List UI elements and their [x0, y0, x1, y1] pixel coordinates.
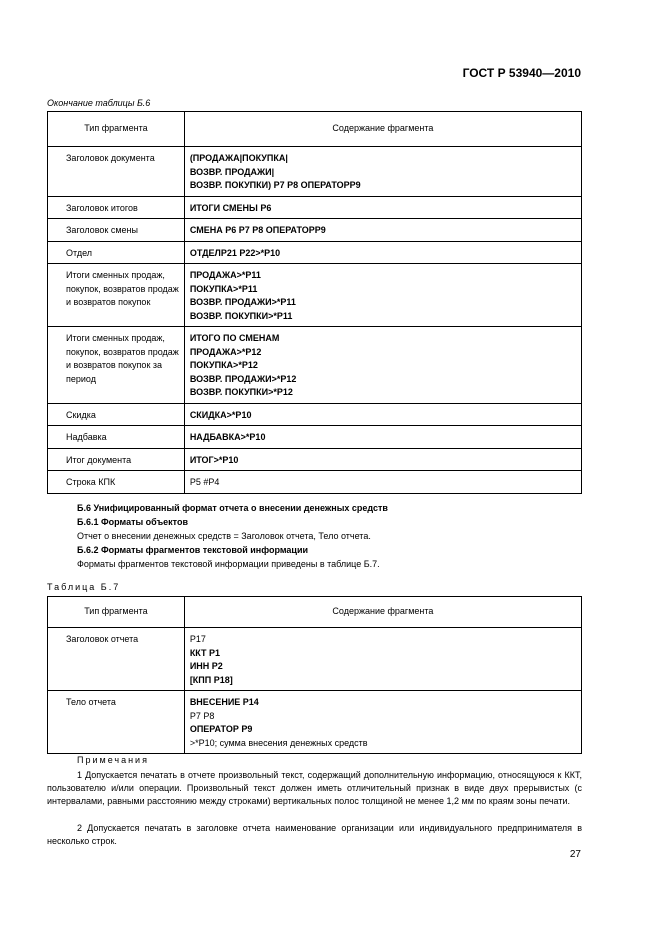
- table-row: [48, 241, 582, 264]
- fragment-type: Строка КПК: [48, 471, 185, 494]
- fragment-type: Итоги сменных продаж, покупок, возвратов продаж и возвратов покупок: [48, 264, 185, 327]
- fragment-type: Заголовок документа: [48, 147, 185, 197]
- content-line: >*P10; сумма внесения денежных средств: [189, 737, 368, 748]
- table-row: [48, 196, 582, 219]
- standard-number: ГОСТ Р 53940—2010: [462, 66, 581, 80]
- content-line: ИТОГИ СМЕНЫ P6: [189, 202, 272, 213]
- table-b6: [47, 111, 582, 494]
- content-line: НАДБАВКА>*P10: [189, 432, 266, 442]
- content-line: ККТ P1: [189, 647, 221, 658]
- fragment-type: Заголовок итогов: [48, 196, 185, 219]
- fragment-type: Заголовок отчета: [48, 628, 185, 691]
- content-line: ПРОДАЖА>*P12: [189, 346, 262, 357]
- table-row: [48, 147, 582, 197]
- fragment-type: Заголовок смены: [48, 219, 185, 242]
- content-line: ВОЗВР. ПРОДАЖИ>*P12: [189, 373, 297, 384]
- fragment-type: Надбавка: [48, 426, 185, 449]
- table-b6-header-content: Содержание фрагмента: [184, 112, 581, 147]
- fragment-content: [184, 448, 581, 471]
- content-line: ИТОГ>*P10: [189, 454, 239, 465]
- table-b7-header-content: Содержание фрагмента: [184, 597, 581, 628]
- table-row: [48, 628, 582, 691]
- fragment-content: [184, 241, 581, 264]
- notes-title: Примечания: [77, 755, 149, 765]
- fragment-content: [184, 471, 581, 494]
- content-line: ОПЕРАТОР P9: [189, 724, 253, 734]
- note-1: 1 Допускается печатать в отчете произвольный текст, содержащий дополнительную информацию, относящуюся к ККТ, пользователю и/или операции. Произвольный текст должен иметь отличительный признак в виде двух прерывистых (с интервалами, равными расстоянию между строками) вертикальных полос толщиной не менее 1,2 мм по краям зоны печати.: [47, 770, 582, 806]
- fragment-type: Итоги сменных продаж, покупок, возвратов продаж и возвратов покупок за период: [48, 327, 185, 404]
- table-row: [48, 327, 582, 404]
- content-line: P17: [189, 634, 206, 644]
- content-line: P5 #P4: [189, 477, 220, 487]
- fragment-type: Тело отчета: [48, 691, 185, 754]
- content-line: [КПП P18]: [189, 674, 233, 685]
- table-b6-header-type: Тип фрагмента: [48, 112, 185, 147]
- content-line: ПОКУПКА>*P11: [189, 283, 258, 294]
- table-row: [48, 471, 582, 494]
- table-b7-header-type: Тип фрагмента: [48, 597, 185, 628]
- subsection-heading: Б.6.1 Форматы объектов: [77, 517, 189, 527]
- content-line: ВОЗВР. ПРОДАЖИ|: [189, 166, 275, 177]
- subsection-text: Форматы фрагментов текстовой информации приведены в таблице Б.7.: [77, 559, 380, 569]
- fragment-type: Скидка: [48, 403, 185, 426]
- content-line: ИНН P2: [189, 661, 223, 671]
- fragment-type: Отдел: [48, 241, 185, 264]
- content-line: ВОЗВР. ПРОДАЖИ>*P11: [189, 297, 296, 307]
- content-line: ВОЗВР. ПОКУПКИ>*P12: [189, 387, 293, 397]
- content-line: ВОЗВР. ПОКУПКИ>*P11: [189, 310, 293, 321]
- content-line: (ПРОДАЖА|ПОКУПКА|: [189, 153, 288, 163]
- content-line: ПОКУПКА>*P12: [189, 360, 258, 370]
- content-line: СКИДКА>*P10: [189, 409, 252, 420]
- note-2: 2 Допускается печатать в заголовке отчета наименование организации или индивидуального предпринимателя в несколько строк.: [47, 823, 582, 846]
- fragment-content: [184, 327, 581, 404]
- fragment-content: [184, 219, 581, 242]
- content-line: ОТДЕЛP21 P22>*P10: [189, 247, 281, 258]
- content-line: ВНЕСЕНИЕ P14: [189, 697, 259, 707]
- content-line: ВОЗВР. ПОКУПКИ) P7 P8 ОПЕРАТОРP9: [189, 180, 361, 190]
- content-line: P7 P8: [189, 710, 215, 721]
- subsection-text: Отчет о внесении денежных средств = Заголовок отчета, Тело отчета.: [77, 531, 371, 541]
- table-b6-caption: Окончание таблицы Б.6: [47, 98, 151, 108]
- page-number: 27: [569, 849, 581, 860]
- section-heading: Б.6 Унифицированный формат отчета о внесении денежных средств: [77, 503, 388, 513]
- fragment-content: [184, 147, 581, 197]
- content-line: СМЕНА P6 P7 P8 ОПЕРАТОРP9: [189, 225, 326, 235]
- fragment-content: [184, 691, 581, 754]
- table-row: [48, 691, 582, 754]
- table-b7-caption: Таблица Б.7: [47, 582, 121, 592]
- fragment-type: Итог документа: [48, 448, 185, 471]
- table-row: [48, 403, 582, 426]
- fragment-content: [184, 403, 581, 426]
- table-row: [48, 448, 582, 471]
- content-line: ИТОГО ПО СМЕНАМ: [189, 333, 280, 343]
- table-row: [48, 426, 582, 449]
- fragment-content: [184, 196, 581, 219]
- fragment-content: [184, 264, 581, 327]
- table-row: [48, 264, 582, 327]
- table-b7: [47, 596, 582, 754]
- subsection-heading: Б.6.2 Форматы фрагментов текстовой информации: [77, 545, 309, 555]
- fragment-content: [184, 628, 581, 691]
- fragment-content: [184, 426, 581, 449]
- content-line: ПРОДАЖА>*P11: [189, 270, 261, 280]
- table-row: [48, 219, 582, 242]
